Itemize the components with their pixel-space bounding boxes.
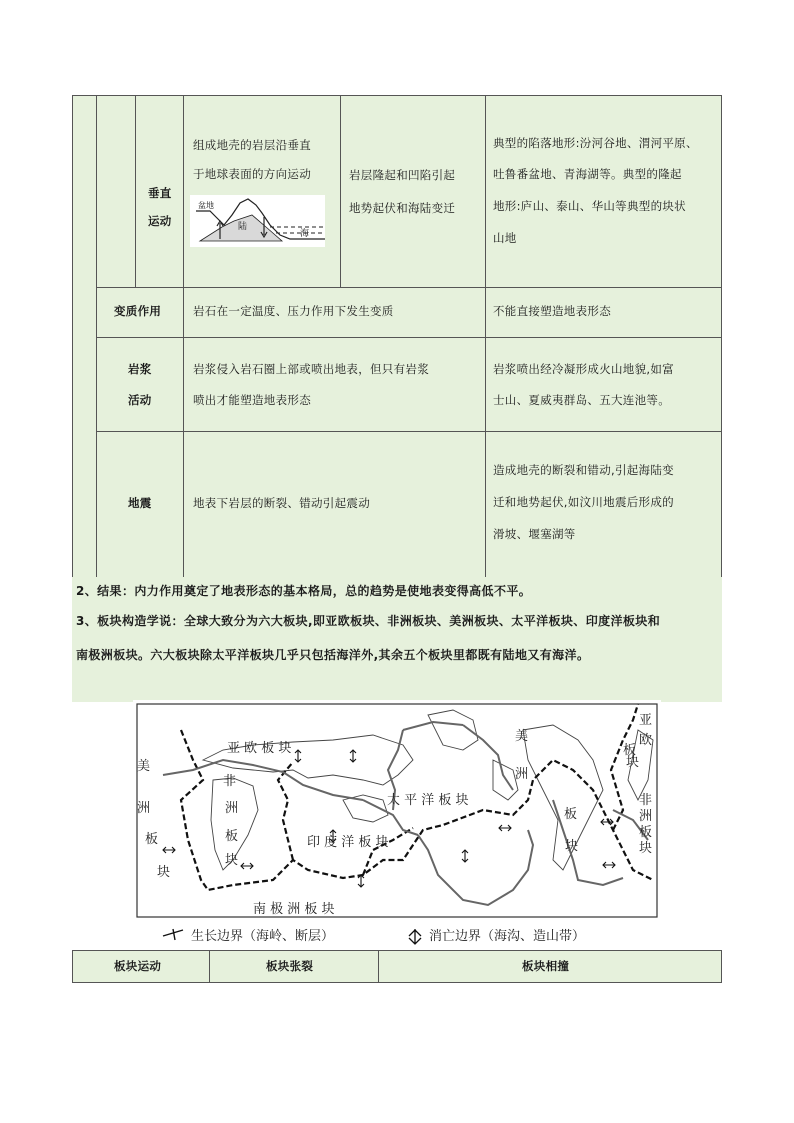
- vertical-movement-diagram: [190, 195, 325, 247]
- row-vertical-effect-1: 岩层隆起和凹陷引起: [349, 168, 456, 182]
- table-left-col-a: [72, 95, 97, 578]
- map-label-americas-left-3: 板: [145, 832, 159, 847]
- map-label-americas-right-3: 板: [564, 807, 578, 822]
- table2-col2-header: 板块张裂: [266, 959, 314, 973]
- map-label-right-eurasian-1: 亚: [639, 713, 653, 728]
- row-vertical-desc-cell: [183, 95, 341, 288]
- map-label-right-eurasian-2: 欧: [639, 733, 653, 748]
- row-magma-label-2: 活动: [128, 393, 152, 407]
- map-label-americas-left-1: 美: [137, 759, 151, 774]
- map-label-african-4: 块: [225, 853, 239, 868]
- row-vertical-example-cell: [485, 95, 722, 288]
- map-label-right-eurasian-4: 块: [626, 755, 640, 770]
- map-label-african-2: 洲: [225, 801, 239, 816]
- row-quake-example-2: 迁和地势起伏,如汶川地震后形成的: [493, 495, 674, 509]
- row-quake-label: 地震: [128, 496, 152, 510]
- diagram-sea-label: 海: [300, 229, 310, 239]
- diagram-land-label: 陆: [238, 222, 248, 232]
- row-magma-example-2: 士山、夏威夷群岛、五大连池等。: [493, 393, 670, 407]
- row-meta-example: 不能直接塑造地表形态: [493, 304, 611, 318]
- row-vertical-desc-2: 于地球表面的方向运动: [193, 167, 311, 181]
- table2-col3-header: 板块相撞: [522, 959, 570, 973]
- row-quake-example-1: 造成地壳的断裂和错动,引起海陆变: [493, 463, 674, 477]
- map-label-americas-right-4: 块: [565, 839, 579, 854]
- divider-label-2: [96, 431, 184, 432]
- paragraph-result: 2、结果：内力作用奠定了地表形态的基本格局，总的趋势是使地表变得高低不平。: [76, 584, 532, 598]
- map-label-americas-right-1: 美: [515, 729, 529, 744]
- legend-growth-label: 生长边界（海岭、断层）: [191, 929, 335, 944]
- map-label-right-african-3: 板: [639, 825, 653, 840]
- map-label-indian: 印 度 洋 板 块: [307, 835, 389, 850]
- table-left-col-b-lower: [96, 287, 184, 578]
- diagram-basin-label: 盆地: [198, 201, 214, 210]
- map-label-americas-left-2: 洲: [137, 801, 151, 816]
- table2-col1-header: 板块运动: [114, 959, 162, 973]
- paragraph-plate-line2: 南极洲板块。六大板块除太平洋板块几乎只包括海洋外,其余五个板块里都既有陆地又有海洋。: [76, 648, 590, 662]
- row-vertical-example-3: 地形:庐山、泰山、华山等典型的块状: [493, 199, 686, 213]
- row-quake-example-3: 滑坡、堰塞湖等: [493, 527, 576, 541]
- row-magma-label-1: 岩浆: [128, 362, 152, 376]
- map-label-african-1: 非: [223, 774, 237, 789]
- row-magma-desc-cell: [183, 337, 486, 432]
- row-meta-desc: 岩石在一定温度、压力作用下发生变质: [193, 304, 394, 318]
- map-label-african-3: 板: [225, 829, 239, 844]
- row-vertical-label-2: 运动: [148, 214, 172, 228]
- row-vertical-label-1: 垂直: [148, 186, 172, 200]
- map-label-pacific: 太 平 洋 板 块: [387, 793, 469, 808]
- map-label-americas-right-2: 洲: [515, 767, 529, 782]
- table-left-col-b: [96, 95, 136, 288]
- row-quake-desc: 地表下岩层的断裂、错动引起震动: [193, 496, 370, 510]
- map-label-americas-left-4: 块: [157, 865, 171, 880]
- map-label-right-african-4: 块: [639, 841, 653, 856]
- row-magma-desc-2: 喷出才能塑造地表形态: [193, 393, 311, 407]
- row-magma-example-cell: [485, 337, 722, 432]
- row-vertical-effect-cell: [340, 95, 486, 288]
- row-vertical-example-4: 山地: [493, 231, 517, 245]
- map-label-right-african-1: 非: [639, 793, 653, 808]
- legend-subduction-label: 消亡边界（海沟、造山带）: [429, 929, 586, 944]
- paragraph-plate-line1: 3、板块构造学说：全球大致分为六大板块,即亚欧板块、非洲板块、美洲板块、太平洋板块、印度洋板块和: [76, 614, 661, 628]
- map-label-eurasian: 亚 欧 板 块: [227, 741, 292, 756]
- map-label-right-eurasian-3: 板: [623, 743, 637, 758]
- row-vertical-desc-1: 组成地壳的岩层沿垂直: [193, 138, 311, 152]
- map-label-antarctic: 南 极 洲 板 块: [253, 902, 335, 917]
- plate-tectonics-map: [133, 700, 661, 950]
- row-vertical-effect-2: 地势起伏和海陆变迁: [349, 201, 456, 215]
- row-vertical-example-2: 吐鲁番盆地、青海湖等。典型的隆起: [493, 167, 682, 181]
- divider-label-1: [96, 337, 184, 338]
- map-label-right-african-2: 洲: [639, 809, 653, 824]
- row-magma-example-1: 岩浆喷出经冷凝形成火山地貌,如富: [493, 362, 674, 376]
- row-vertical-example-1: 典型的陷落地形:汾河谷地、渭河平原、: [493, 136, 698, 150]
- row-meta-label: 变质作用: [114, 304, 162, 318]
- row-magma-desc-1: 岩浆侵入岩石圈上部或喷出地表，但只有岩浆: [193, 362, 429, 376]
